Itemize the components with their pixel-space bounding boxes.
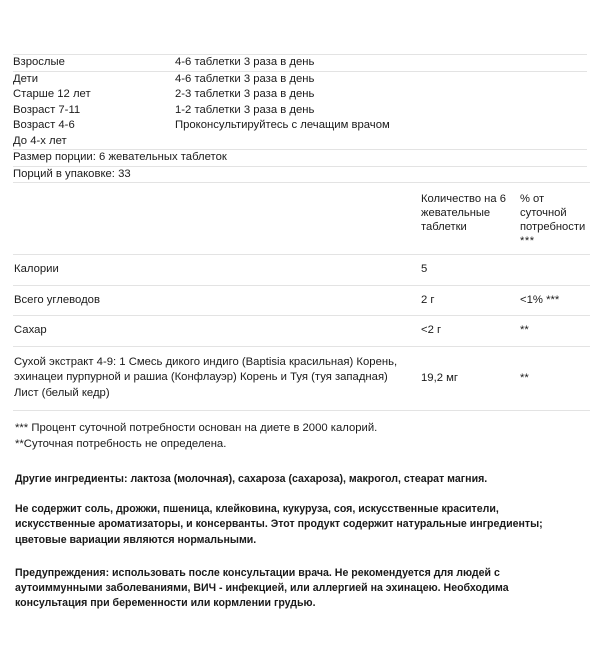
- facts-row-amount-total-carbs: 2 г: [421, 293, 435, 306]
- table-row: [13, 166, 587, 182]
- other-ingredients-text: Другие ингредиенты: лактоза (молочная), сахароза (сахароза), макрогол, стеарат магния.: [15, 473, 488, 485]
- dosage-value-children-group: [175, 71, 587, 149]
- facts-row-name-total-carbs: Всего углеводов: [14, 293, 100, 306]
- table-row: [13, 346, 590, 411]
- facts-header-dv-stars: ***: [520, 235, 535, 247]
- dosage-label-children: Дети: [13, 72, 39, 85]
- table-row: [13, 150, 587, 167]
- herbal-blend-line2: эхинацеи пурпурной и рашиа (Конфлауэр) Корень и Туя (туя западная): [14, 371, 388, 383]
- serving-info-table: [13, 149, 587, 182]
- footnote-daily-value-basis: *** Процент суточной потребности основан на диете в 2000 калорий.: [15, 422, 378, 434]
- dosage-label-age-7-11: Возраст 7-11: [13, 103, 81, 116]
- facts-header-dv-line2: суточной: [520, 207, 567, 219]
- facts-header-name: [13, 183, 420, 255]
- table-row: [13, 255, 590, 286]
- dosage-label-children-group: [13, 71, 175, 149]
- nutrition-facts-table: [13, 182, 590, 411]
- dosage-label-adults: Взрослые: [13, 56, 65, 68]
- facts-header-amount-line1: Количество на 6: [421, 193, 506, 205]
- supplement-facts-panel: [0, 54, 600, 654]
- serving-size: Размер порции: 6 жевательных таблеток: [13, 151, 227, 163]
- facts-row-dv-calories: [519, 255, 590, 286]
- table-row: [13, 316, 590, 347]
- free-from-text: Не содержит соль, дрожжи, пшеница, клейковина, кукуруза, соя, искусственные красители, искусственные ароматизаторы, и консерванты. Этот продукт содержит натуральные ингредиенты; цветовые вариации являются нормальными.: [15, 503, 543, 546]
- facts-row-amount-sugar: <2 г: [421, 324, 442, 336]
- dosage-value-under4: Проконсультируйтесь с лечащим врачом: [175, 119, 390, 131]
- table-row: [13, 285, 590, 316]
- warnings-text: Предупреждения: использовать после консультации врача. Не рекомендуется для людей с аутоиммунными заболеваниями, ВИЧ - инфекцией, или аллергией на эхинацею. Необходима консультация при беременности или кормлении грудью.: [15, 566, 509, 610]
- facts-row-dv-total-carbs: <1% ***: [520, 293, 560, 306]
- dosage-label-under4: До 4-х лет: [13, 134, 67, 147]
- dosage-value-age-4-6: 1-2 таблетки 3 раза в день: [175, 103, 315, 116]
- footnotes: [13, 411, 587, 452]
- facts-header-amount-line3: таблетки: [421, 221, 467, 233]
- facts-header-dv-line1: % от: [520, 193, 545, 205]
- dosage-value-adults: 4-6 таблетки 3 раза в день: [175, 56, 315, 68]
- facts-row-name-calories: Калории: [14, 263, 59, 275]
- dosage-value-over12: 4-6 таблетки 3 раза в день: [175, 72, 315, 85]
- table-row: [13, 71, 587, 149]
- herbal-blend-line3: Лист (белый кедр): [14, 386, 110, 399]
- dosage-label-over12: Старше 12 лет: [13, 88, 91, 100]
- facts-header-amount: [420, 183, 519, 255]
- facts-header-daily-value: [519, 183, 590, 255]
- facts-row-dv-sugar: **: [520, 324, 529, 336]
- dosage-label-age-4-6: Возраст 4-6: [13, 119, 75, 131]
- servings-per-container: Порций в упаковке: 33: [13, 167, 131, 180]
- dosage-value-age-7-11: 2-3 таблетки 3 раза в день: [175, 88, 315, 100]
- table-row: [13, 55, 587, 72]
- facts-header-dv-line3: потребности: [520, 221, 586, 233]
- table-header-row: [13, 183, 590, 255]
- facts-row-dv-herbal-blend: **: [520, 371, 529, 384]
- footnote-dv-not-established: **Суточная потребность не определена.: [15, 438, 227, 450]
- facts-header-amount-line2: жевательные: [421, 207, 491, 219]
- facts-row-amount-calories: 5: [421, 263, 428, 275]
- facts-row-amount-herbal-blend: 19,2 мг: [421, 371, 459, 384]
- dosage-table: [13, 54, 587, 149]
- herbal-blend-line1: Сухой экстракт 4-9: 1 Смесь дикого индиго (Baptisia красильная) Корень,: [14, 355, 398, 368]
- facts-row-name-herbal-blend: [13, 346, 420, 411]
- facts-row-name-sugar: Сахар: [14, 324, 47, 336]
